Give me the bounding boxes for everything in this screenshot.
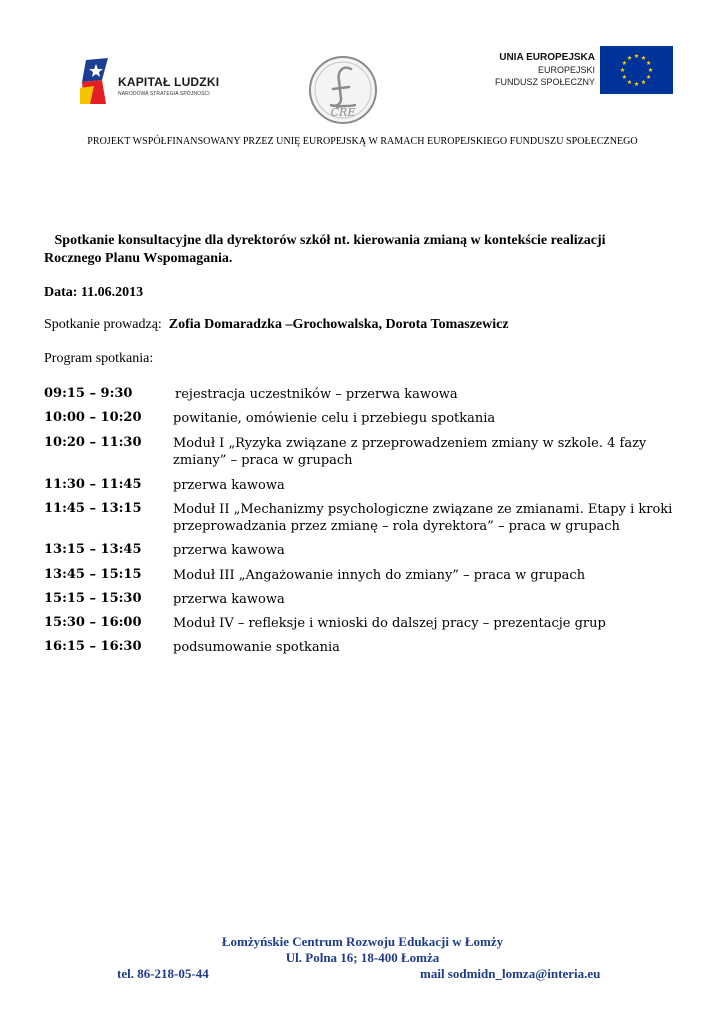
schedule-desc: Moduł I „Ryzyka związane z przeprowadzeniem zmiany w szkole. 4 fazy zmiany” – praca w grupach (173, 436, 647, 468)
schedule-time: 13:45 – 15:15 (44, 567, 142, 582)
schedule-desc: Moduł III „Angażowanie innych do zmiany” – praca w grupach (173, 568, 586, 583)
project-cofinancing-line: PROJEKT WSPÓŁFINANSOWANY PRZEZ UNIĘ EUROPEJSKĄ W RAMACH EUROPEJSKIEGO FUNDUSZU SPOŁECZNEGO (87, 136, 638, 147)
schedule-time: 11:45 – 13:15 (44, 501, 142, 516)
schedule-time: 10:20 – 11:30 (44, 435, 142, 450)
eu-flag-icon (600, 46, 673, 94)
leaders-names: Zofia Domaradzka –Grochowalska, Dorota Tomaszewicz (168, 317, 509, 332)
schedule-desc: przerwa kawowa (173, 592, 285, 607)
kapital-ludzki-subtitle: NARODOWA STRATEGIA SPÓJNOŚCI (118, 91, 210, 97)
schedule-time: 15:30 – 16:00 (44, 615, 142, 630)
schedule-time: 10:00 – 10:20 (44, 410, 142, 425)
eu-logo-line3: FUNDUSZ SPOŁECZNY (495, 77, 596, 87)
meeting-title-line1: Spotkanie konsultacyjne dla dyrektorów szkół nt. kierowania zmianą w kontekście realizacji (54, 233, 606, 248)
lcre-letters: CRE (330, 106, 356, 119)
schedule-time: 16:15 – 16:30 (44, 639, 142, 654)
footer-email: mail sodmidn_lomza@interia.eu (420, 966, 601, 981)
schedule-time: 15:15 – 15:30 (44, 591, 142, 606)
eu-logo-line2: EUROPEJSKI (537, 65, 595, 75)
schedule-desc: przerwa kawowa (173, 543, 285, 558)
schedule-desc: podsumowanie spotkania (173, 640, 340, 655)
kapital-ludzki-flag-icon (80, 58, 110, 106)
meeting-leaders (44, 317, 509, 333)
schedule-desc: Moduł IV – refleksje i wnioski do dalszej pracy – prezentacje grup (173, 616, 606, 631)
schedule-desc: powitanie, omówienie celu i przebiegu spotkania (173, 411, 496, 426)
meeting-date: Data: 11.06.2013 (44, 285, 144, 300)
schedule-desc: przerwa kawowa (173, 478, 285, 493)
eu-logo-line1: UNIA EUROPEJSKA (499, 52, 595, 63)
eu-logo (495, 46, 675, 96)
schedule-time: 09:15 – 9:30 (44, 386, 133, 401)
kapital-ludzki-title: KAPITAŁ LUDZKI (118, 75, 220, 89)
schedule-time: 11:30 – 11:45 (44, 477, 142, 492)
schedule-desc: rejestracja uczestników – przerwa kawowa (175, 387, 458, 402)
footer-address: Ul. Polna 16; 18-400 Łomża (285, 950, 440, 965)
leaders-label: Spotkanie prowadzą: (44, 317, 162, 332)
schedule-desc: Moduł II „Mechanizmy psychologiczne związane ze zmianami. Etapy i kroki przeprowadzania przez zmianę – rola dyrektora” – praca w grupach (173, 502, 673, 534)
footer-organization: Łomżyńskie Centrum Rozwoju Edukacji w Łomży (221, 934, 504, 949)
lcre-logo-icon (307, 55, 379, 125)
meeting-title-line2: Rocznego Planu Wspomagania. (44, 251, 233, 266)
footer-phone: tel. 86-218-05-44 (117, 966, 209, 981)
kapital-ludzki-logo (80, 58, 240, 108)
program-label: Program spotkania: (44, 351, 154, 366)
lcre-logo (307, 55, 379, 125)
schedule-time: 13:15 – 13:45 (44, 542, 142, 557)
